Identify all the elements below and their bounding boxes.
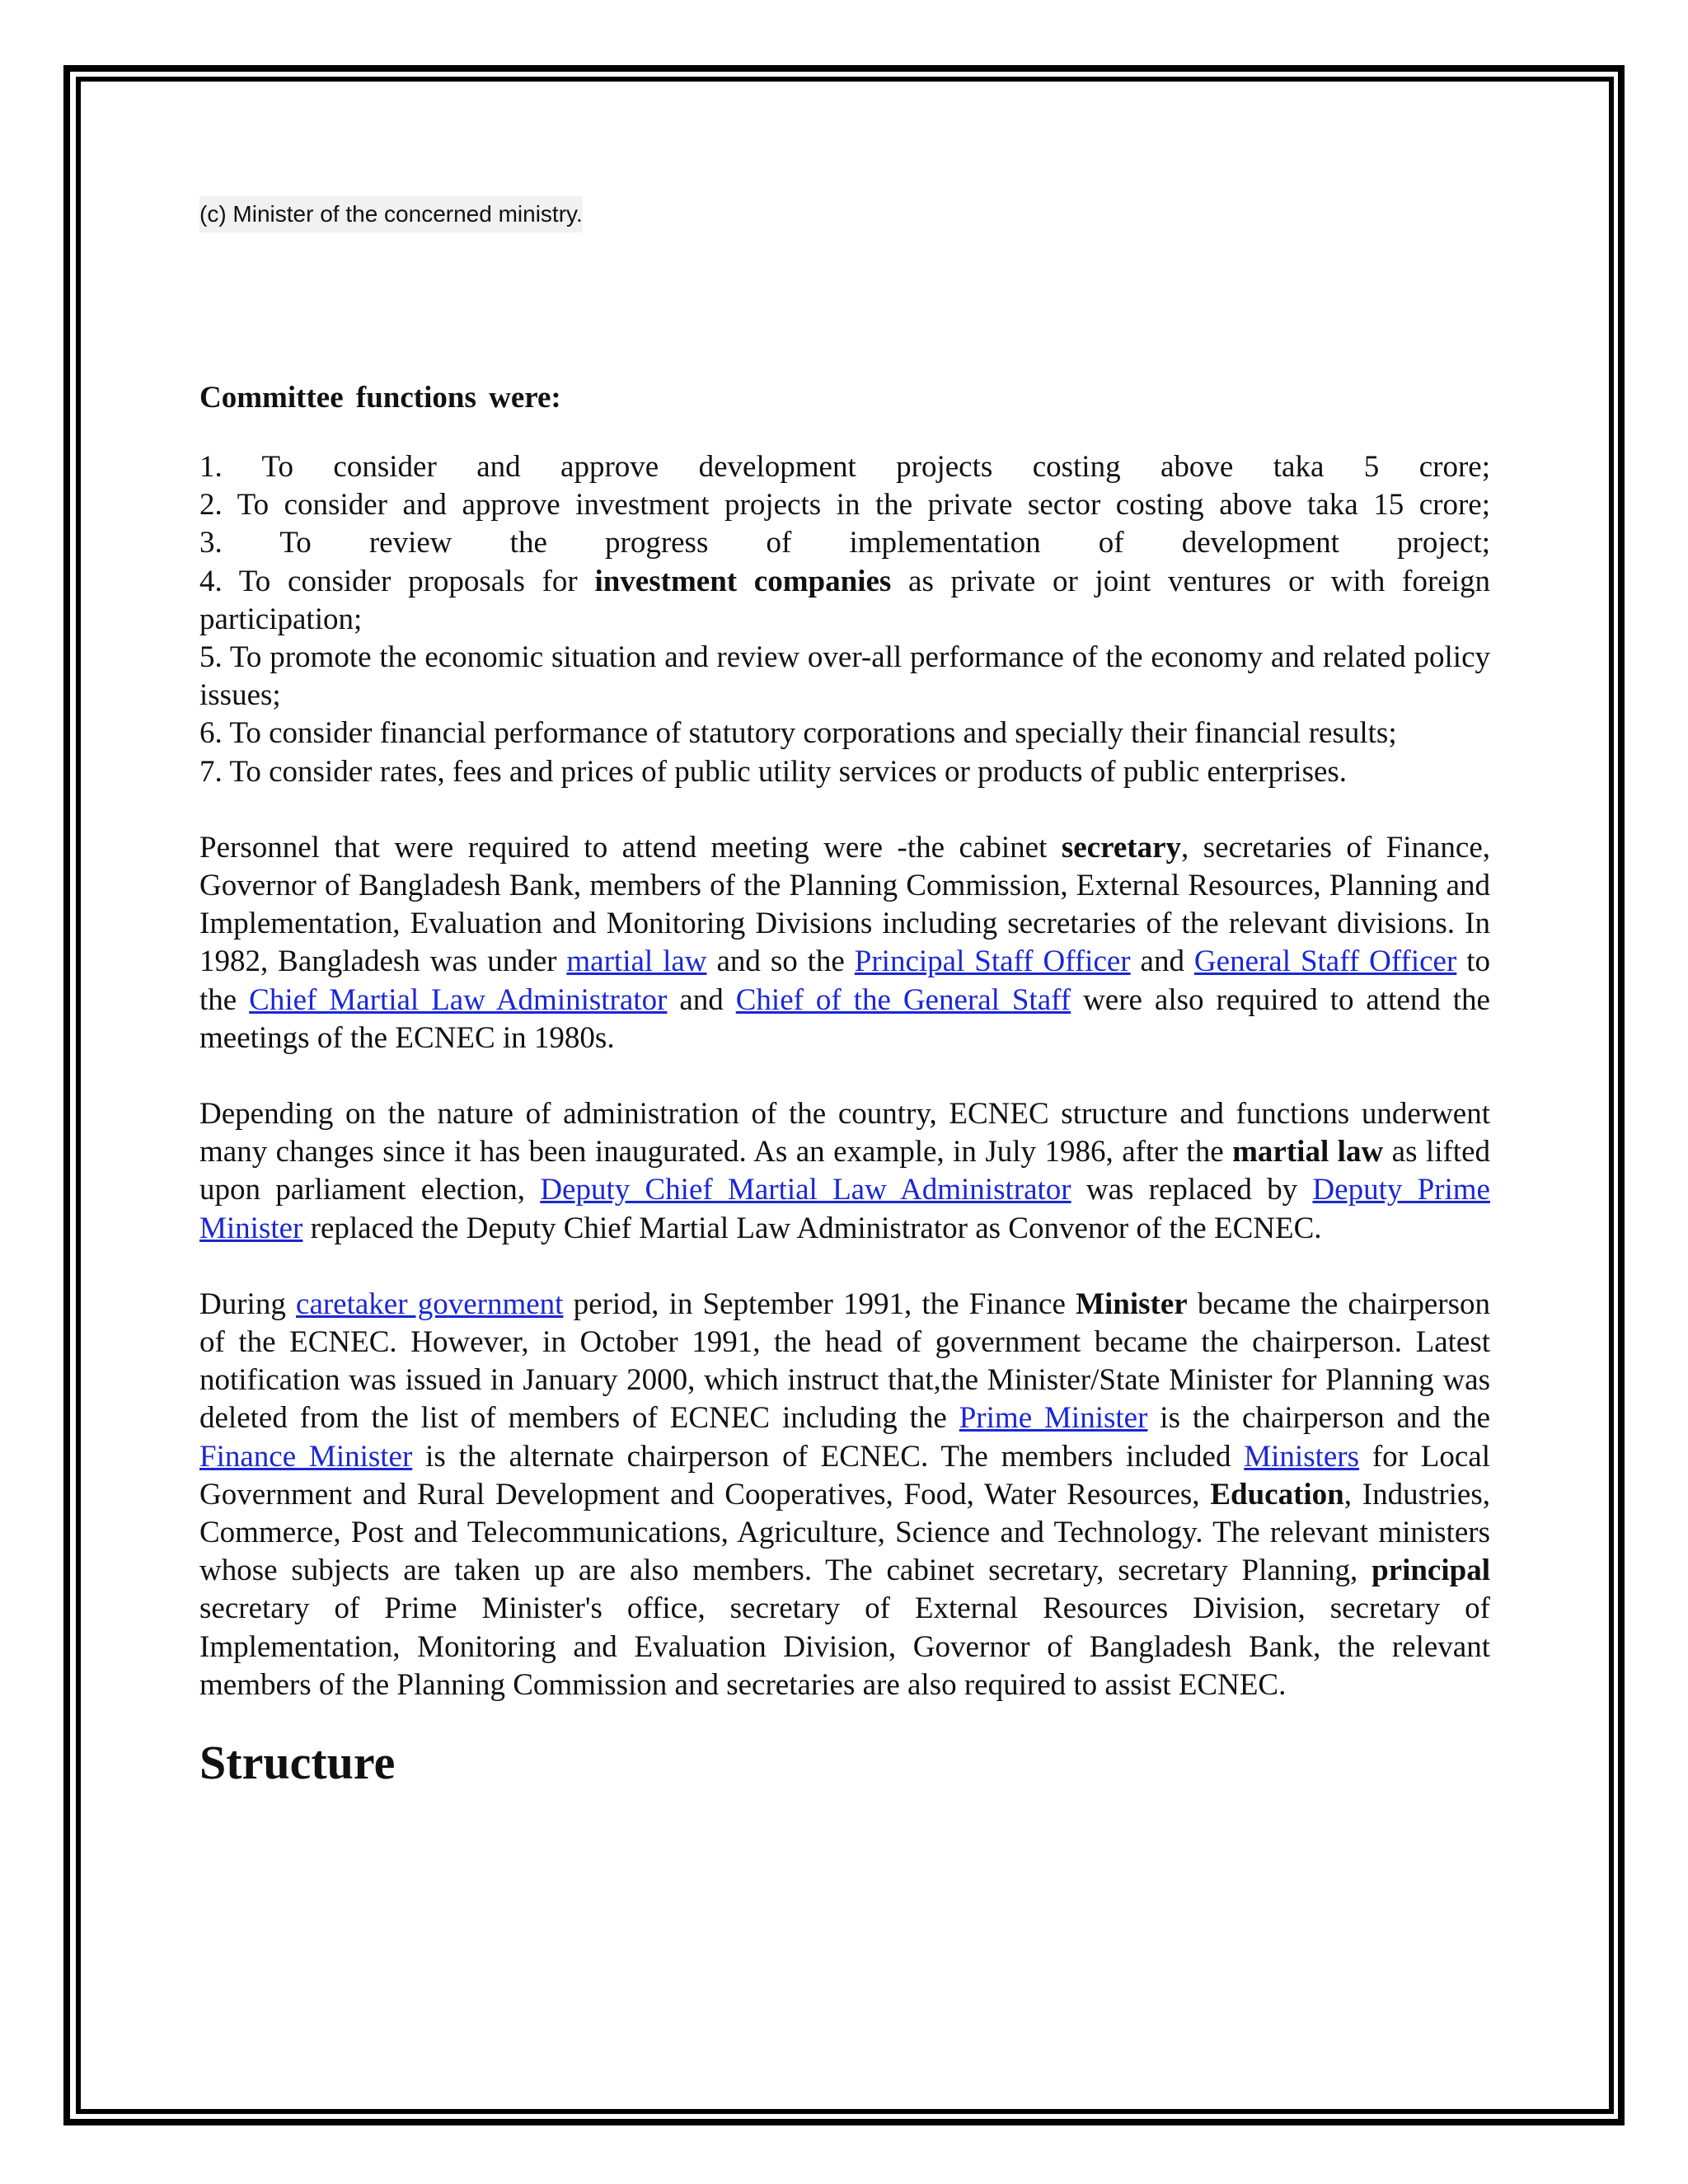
link-principal-staff-officer[interactable]: Principal Staff Officer (854, 944, 1131, 979)
function-item-4-bold: investment companies (594, 564, 892, 598)
caretaker-paragraph (199, 1286, 1490, 1704)
text-run: to the (199, 944, 1490, 1017)
link-ministers[interactable]: Ministers (1244, 1439, 1360, 1474)
text-run: period, in September 1991, the Finance (563, 1286, 1076, 1321)
text-run: as lifted upon parliament election, (199, 1135, 1491, 1207)
function-item-3: 3. To review the progress of implementation of development project; (199, 526, 1490, 560)
bold-run: Minister (1076, 1286, 1188, 1321)
text-run: secretary of Prime Minister's office, secretary of External Resources Division, secretary of Implementation, Monitoring and Evaluation Division, Governor of Bangladesh Bank, the relevant members of the Planning Commission and secretaries are also required to assist ECNEC. (199, 1591, 1490, 1702)
bold-run: secretary (1061, 830, 1182, 865)
function-item-4-text-a: 4. To consider proposals for (199, 564, 595, 598)
text-run: and so the (706, 944, 855, 979)
text-run: Personnel that were required to attend meeting were -the cabinet (199, 830, 1062, 865)
function-item-4-text-c: as private or joint ventures or with foreign participation; (199, 564, 1490, 636)
text-run: and (1130, 944, 1194, 979)
text-run: were also required to attend the meetings of the ECNEC in 1980s. (199, 982, 1490, 1055)
text-run: for Local Government and Rural Development and Cooperatives, Food, Water Resources, (199, 1439, 1490, 1511)
link-caretaker-government[interactable]: caretaker government (296, 1286, 564, 1321)
text-run: replaced the Deputy Chief Martial Law Administrator as Convenor of the ECNEC. (302, 1211, 1322, 1245)
text-run: is the alternate chairperson of ECNEC. The members included (412, 1439, 1245, 1474)
function-item-5: 5. To promote the economic situation and review over-all performance of the economy and related policy issues; (199, 640, 1490, 713)
link-general-staff-officer[interactable]: General Staff Officer (1193, 944, 1457, 979)
link-martial-law[interactable]: martial law (566, 944, 707, 979)
text-run: and (667, 982, 736, 1017)
document-body (199, 196, 1490, 1792)
text-run: , secretaries of Finance, Governor of Bangladesh Bank, members of the Planning Commission, External Resources, Planning and Implementation, Evaluation and Monitoring Divisions including secretaries of the relevant divisions. In 1982, Bangladesh was under (199, 830, 1490, 979)
link-deputy-prime-minister[interactable]: Deputy Prime Minister (199, 1173, 1490, 1245)
function-item-7: 7. To consider rates, fees and prices of public utility services or products of public enterprises. (199, 754, 1348, 789)
function-item-2: 2. To consider and approve investment projects in the private sector costing above taka 15 crore; (199, 488, 1490, 523)
text-run: , Industries, Commerce, Post and Telecommunications, Agriculture, Science and Technology. The relevant ministers whose subjects are taken up are also members. The cabinet secretary, secretary Planning, (199, 1477, 1490, 1588)
function-item-6: 6. To consider financial performance of statutory corporations and specially their financial results; (199, 716, 1397, 751)
structure-heading: Structure (199, 1736, 396, 1790)
personnel-paragraph (199, 829, 1490, 1057)
function-item-4 (199, 563, 1490, 639)
bold-run: Education (1210, 1477, 1344, 1511)
link-chief-of-general-staff[interactable]: Chief of the General Staff (735, 982, 1071, 1017)
text-run: Depending on the nature of administration of the country, ECNEC structure and functions underwent many changes since it has been inaugurated. As an example, in July 1986, after the (199, 1097, 1490, 1169)
text-run: is the chairperson and the (1147, 1401, 1491, 1436)
text-run: became the chairperson of the ECNEC. However, in October 1991, the head of government became the chairperson. Latest notification was issued in January 2000, which instruct that,the Minister/State Minister for Planning was deleted from the list of members of ECNEC including the (199, 1286, 1491, 1436)
link-prime-minister[interactable]: Prime Minister (959, 1401, 1148, 1436)
committee-functions-heading: Committee functions were: (199, 381, 561, 415)
link-chief-martial-law-administrator[interactable]: Chief Martial Law Administrator (249, 982, 668, 1017)
administration-paragraph (199, 1095, 1490, 1248)
text-run: During (199, 1286, 297, 1321)
link-finance-minister[interactable]: Finance Minister (199, 1439, 413, 1474)
link-deputy-chief-martial-law-administrator[interactable]: Deputy Chief Martial Law Administrator (540, 1173, 1071, 1207)
bold-run: principal (1372, 1554, 1490, 1588)
function-item-1: 1. To consider and approve development projects costing above taka 5 crore; (199, 450, 1490, 484)
text-run: was replaced by (1071, 1173, 1313, 1207)
bold-run: martial law (1232, 1135, 1384, 1169)
intro-line: (c) Minister of the concerned ministry. (199, 196, 583, 232)
functions-list (199, 448, 1490, 791)
